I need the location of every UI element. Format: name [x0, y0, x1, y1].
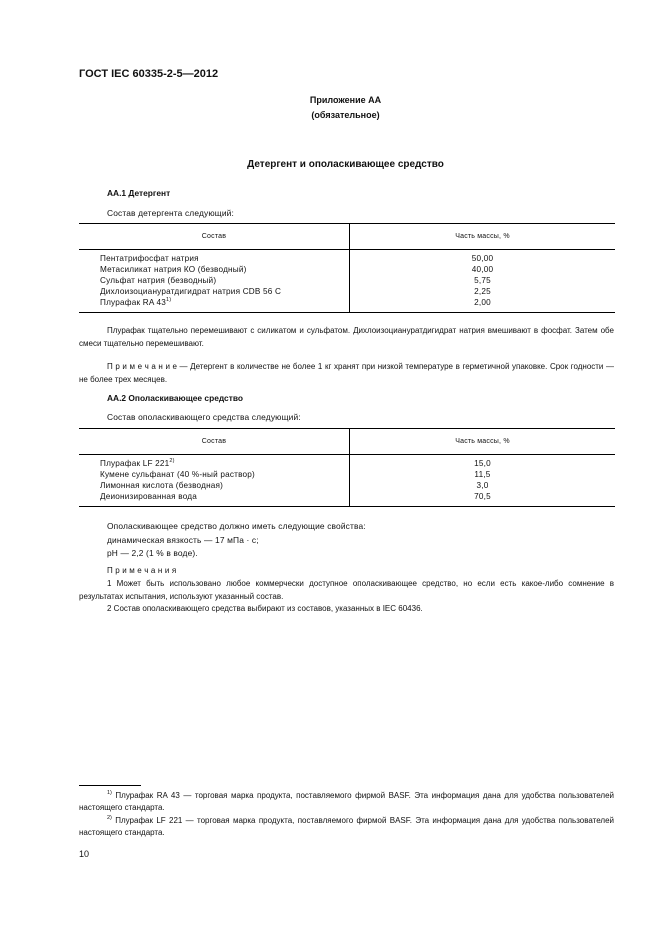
notes-heading: П р и м е ч а н и я [107, 566, 177, 575]
properties-intro: Ополаскивающее средство должно иметь следующие свойства: [107, 521, 366, 531]
table-row-value: 15,0 [474, 459, 491, 468]
table-header-mass: Часть массы, % [350, 429, 616, 455]
annex-title: Приложение АА [309, 95, 382, 105]
main-title: Детергент и ополаскивающее средство [247, 159, 444, 170]
table-header-mass: Часть массы, % [350, 224, 616, 250]
table-row-value: 2,00 [474, 297, 491, 307]
page-number: 10 [79, 849, 90, 859]
table-header-composition: Состав [79, 429, 350, 455]
footnote-1 [79, 790, 614, 814]
table-row-name: Сульфат натрия (безводный) [100, 275, 217, 285]
footnote-mark: 1) [107, 790, 112, 796]
rinse-intro: Состав ополаскивающего средства следующий: [107, 412, 301, 422]
table-row-name: Плурафак RA 43 [100, 297, 167, 307]
footnote-2 [79, 815, 614, 839]
annex-status: (обязательное) [311, 110, 380, 120]
detergent-names-cell [79, 250, 350, 313]
table-row-name: Пентатрифосфат натрия [100, 254, 199, 263]
rinse-values-cell [350, 455, 616, 507]
detergent-values-cell [350, 250, 616, 313]
section-heading-detergent: АА.1 Детергент [107, 188, 171, 198]
table-row-value: 2,25 [474, 286, 491, 296]
table-row-name: Дихлоизоциануратдигидрат натрия CDB 56 C [100, 286, 282, 296]
table-row-value: 50,00 [471, 254, 494, 263]
table-row-value: 3,0 [476, 480, 489, 490]
table-row-value: 40,00 [471, 264, 494, 274]
table-row-name: Плурафак LF 221 [100, 459, 170, 468]
property-ph: pH — 2,2 (1 % в воде). [107, 548, 198, 558]
property-viscosity: динамическая вязкость — 17 мПа · с; [107, 535, 259, 545]
table-row-name: Деионизированная вода [100, 491, 198, 501]
table-row-value: 5,75 [474, 275, 491, 285]
detergent-table [79, 223, 615, 313]
table-row-name: Кумене сульфанат (40 %-ный раствор) [100, 469, 255, 479]
footnote-text: Плурафак LF 221 — торговая марка продукта, поставляемого фирмой BASF. Эта информация дана для удобства пользователей настоящего стандарта. [79, 816, 614, 837]
rinse-note-2: 2 Состав ополаскивающего средства выбирают из составов, указанных в IEC 60436. [107, 604, 423, 613]
footnote-ref: 1) [166, 296, 172, 303]
footnote-mark: 2) [107, 815, 112, 821]
footnote-ref: 2) [169, 458, 175, 464]
rinse-table [79, 428, 615, 507]
document-code: ГОСТ IEC 60335-2-5—2012 [79, 68, 219, 80]
detergent-instruction: Плурафак тщательно перемешивают с силикатом и сульфатом. Дихлоизоциануратдигидрат натрия вмешивают в фосфат. Затем обе смеси тщательно перемешивают. [79, 326, 614, 348]
table-row-value: 11,5 [474, 469, 491, 479]
section-heading-rinse: АА.2 Ополаскивающее средство [107, 393, 243, 403]
table-row-name: Метасиликат натрия КО (безводный) [100, 264, 247, 274]
rinse-note-1: 1 Может быть использовано любое коммерчески доступное ополаскивающее средство, но если есть какое-либо сомнение в результатах испытания, используют указанный состав. [79, 579, 614, 601]
table-row-name: Лимонная кислота (безводная) [100, 480, 224, 490]
detergent-intro: Состав детергента следующий: [107, 208, 234, 218]
footnote-text: Плурафак RA 43 — торговая марка продукта, поставляемого фирмой BASF. Эта информация дана для удобства пользователей настоящего стандарта. [79, 791, 614, 812]
table-row [100, 459, 348, 470]
rinse-names-cell [79, 455, 350, 507]
table-row-value: 70,5 [474, 491, 491, 501]
table-row [100, 298, 348, 309]
detergent-note: П р и м е ч а н и е — Детергент в количестве не более 1 кг хранят при низкой температуре в герметичной упаковке. Срок годности — не более трех месяцев. [79, 362, 614, 384]
footnote-divider [79, 785, 141, 786]
table-header-composition: Состав [79, 224, 350, 250]
